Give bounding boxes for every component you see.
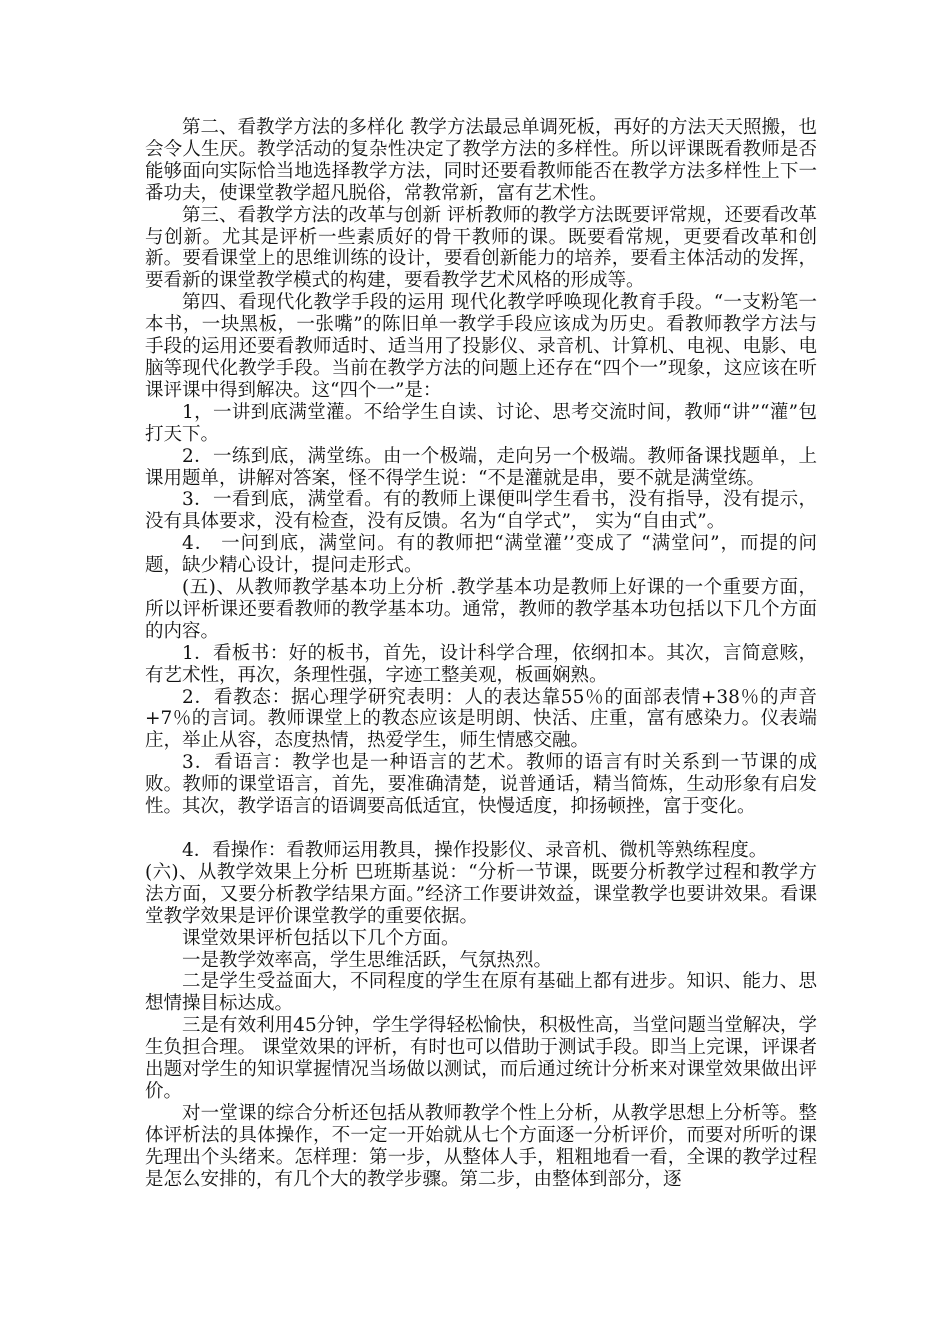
list-item-demeanor: 2．看教态：据心理学研究表明：人的表达靠55％的面部表情+38％的声音+7％的言词。教师课堂上的教态应该是明朗、快活、庄重，富有感染力。仪表端庄，举止从容，态度热情，热爱学生，师生情感交融。	[145, 686, 817, 752]
paragraph-modern-media: 第四、看现代化教学手段的运用 现代化教学呼唤现化教育手段。“一支粉笔一本书，一块黑板，一张嘴”的陈旧单一教学手段应该成为历史。看教师教学方法与手段的运用还要看教师适时、适当用了投影仪、录音机、计算机、电视、电影、电脑等现代化教学手段。当前在教学方法的问题上还存在“四个一”现象，这应该在听课评课中得到解决。这“四个一”是：	[145, 292, 817, 401]
list-item-lecture: 1，一讲到底满堂灌。不给学生自读、讨论、思考交流时间，教师“讲”“灌”包打天下。	[145, 401, 817, 445]
paragraph-basic-skills: (五)、从教师教学基本功上分析 .教学基本功是教师上好课的一个重要方面，所以评析课还要看教师的教学基本功。通常，教师的教学基本功包括以下几个方面的内容。	[145, 577, 817, 642]
paragraph-effect-intro: 课堂效果评析包括以下几个方面。	[182, 927, 460, 949]
list-item-operation: 4．看操作：看教师运用教具，操作投影仪、录音机、微机等熟练程度。	[182, 840, 768, 861]
document-body	[145, 117, 817, 1191]
list-item-language: 3．看语言：教学也是一种语言的艺术。教师的语言有时关系到一节课的成败。教师的课堂语言，首先，要准确清楚，说普通话，精当简炼，生动形象有启发性。其次，教学语言的语调要高低适宜，快慢适度，抑扬顿挫，富于变化。	[145, 752, 817, 818]
list-item-reading: 3．一看到底，满堂看。有的教师上课便叫学生看书，没有指导，没有提示，没有具体要求，没有检查，没有反馈。名为“自学式”， 实为“自由式”。	[145, 489, 817, 533]
list-item-questioning: 4． 一问到底，满堂问。有的教师把“满堂灌’’变成了 “满堂问”，而提的问题，缺少精心设计，提问走形式。	[145, 533, 817, 577]
paragraph-method-innovation: 第三、看教学方法的改革与创新 评析教师的教学方法既要评常规，还要看改革与创新。尤其是评析一些素质好的骨干教师的课。既要看常规，更要看改革和创新。要看课堂上的思维训练的设计，要看创新能力的培养，要看主体活动的发挥，要看新的课堂教学模式的构建，要看教学艺术风格的形成等。	[145, 204, 817, 292]
list-item-blackboard: 1．看板书：好的板书，首先，设计科学合理，依纲扣本。其次，言简意赅，有艺术性，再次，条理性强，字迹工整美观，板画娴熟。	[145, 642, 817, 686]
list-item-drill: 2．一练到底，满堂练。由一个极端，走向另一个极端。教师备课找题单，上课用题单，讲解对答案，怪不得学生说：“不是灌就是串，要不就是满堂练。	[145, 445, 817, 489]
paragraph-teaching-effect: (六)、从教学效果上分析 巴班斯基说：“分析一节课，既要分析教学过程和教学方法方面，又要分析教学结果方面。”经济工作要讲效益，课堂教学也要讲效果。看课堂教学效果是评价课堂教学的重要依据。	[145, 861, 817, 927]
paragraph-method-diversity: 第二、看教学方法的多样化 教学方法最忌单调死板，再好的方法天天照搬，也会令人生厌。教学活动的复杂性决定了教学方法的多样性。所以评课既看教师是否能够面向实际恰当地选择教学方法，同时还要看教师能否在教学方法多样性上下一番功夫，使课堂教学超凡脱俗，常教常新，富有艺术性。	[145, 117, 817, 204]
paragraph-overall-analysis: 对一堂课的综合分析还包括从教师教学个性上分析，从教学思想上分析等。整体评析法的具体操作，不一定一开始就从七个方面逐一分析评价，而要对所听的课先理出个头绪来。怎样理：第一步，从整体人手，粗粗地看一看，全课的教学过程是怎么安排的，有几个大的教学步骤。第二步，由整体到部分，逐	[145, 1102, 817, 1190]
list-item-time-use: 三是有效利用45分钟，学生学得轻松愉快，积极性高，当堂问题当堂解决，学生负担合理。 课堂效果的评析，有时也可以借助于测试手段。即当上完课，评课者出题对学生的知识掌握情况当场做以测试，而后通过统计分析来对课堂效果做出评价。	[145, 1015, 817, 1102]
list-item-benefit: 二是学生受益面大，不同程度的学生在原有基础上都有进步。知识、能力、思想情操目标达成。	[145, 971, 817, 1015]
list-item-efficiency: 一是教学效率高，学生思维活跃，气氛热烈。	[182, 949, 553, 971]
